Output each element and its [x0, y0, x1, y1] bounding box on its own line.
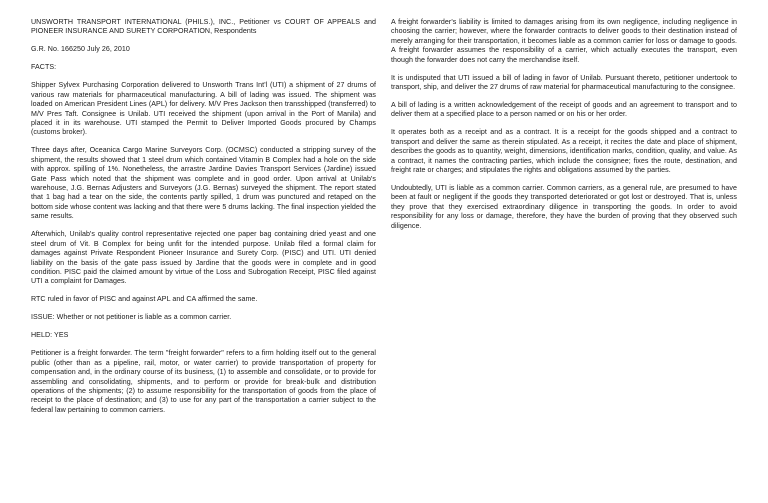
left-column — [31, 18, 376, 424]
gr-number: G.R. No. 166250 July 26, 2010 — [31, 45, 130, 54]
right-column — [391, 18, 737, 240]
issue-text: ISSUE: Whether or not petitioner is liable as a common carrier. — [31, 313, 232, 322]
case-title: UNSWORTH TRANSPORT INTERNATIONAL (PHILS.), INC., Petitioner vs COURT OF APPEALS and PIONEER INSURANCE AND SURETY CORPORATION, Respondents — [31, 18, 376, 36]
held-paragraph-4: A bill of lading is a written acknowledgement of the receipt of goods and an agreement to transport and to deliver them at a specified place to a person named or on his or her order. — [391, 101, 737, 119]
held-paragraph-2: A freight forwarder's liability is limited to damages arising from its own negligence, including negligence in choosing the carrier; however, where the forwarder contracts to deliver goods to their destination instead of merely arranging for their transportation, it becomes liable as a common carrier for loss or damage to goods. A freight forwarder assumes the responsibility of a carrier, which actually executes the transport, even though the forwarder does not carry the merchandise itself. — [391, 18, 737, 64]
facts-paragraph-2: Three days after, Oceanica Cargo Marine Surveyors Corp. (OCMSC) conducted a stripping survey of the shipment, the results showed that 1 steel drum which contained Vitamin B Complex had a hole on the side with approx. spilling of 1%. Nonetheless, the arrastre Jardine Davies Transport Services (Jardine) issued Gate Pass which noted that the shipment was complete and in good order. Upon arrival at Unilab's warehouse, J.G. Bernas Adjusters and Surveyors (J.G. Bernas) surveyed the shipment. The report stated that 1 bag had a tear on the side, the contents partly spilled, 1 drum was punctured and retaped on the bottom side whose content was lacking and that there were 5 drums lacking. The final inspection yielded the same results. — [31, 146, 376, 221]
facts-paragraph-1: Shipper Sylvex Purchasing Corporation delivered to Unsworth Trans Int'l (UTI) a shipment of 27 drums of various raw materials for pharmaceutical manufacturing. A bill of lading was issued. The shipment was loaded on American President Lines (APL) for delivery. M/V Pres Jackson then transshipped (transferred) to M/V Pres Taft. Consignee is Unilab. UTI received the shipment (upon arrival in the Port of Manila) and placed it in its warehouse. UTI stamped the Permit to Deliver Imported Goods procured by Champs (customs broker). — [31, 81, 376, 137]
held-paragraph-5: It operates both as a receipt and as a contract. It is a receipt for the goods shipped and a contract to transport and deliver the same as therein stipulated. As a receipt, it recites the date and place of shipment, describes the goods as to quantity, weight, dimensions, identification marks, condition, quality, and value. As a contract, it names the contracting parties, which include the consignee; fixes the route, destination, and freight rate or charges; and stipulates the rights and obligations assumed by the parties. — [391, 128, 737, 175]
facts-paragraph-3: Afterwhich, Unilab's quality control representative rejected one paper bag containing dried yeast and one steel drum of Vit. B Complex for being unfit for the intended purpose. Unilab filed a formal claim for damages against Private Respondent Pioneer Insurance and Surety Corp. (PISC) and UTI. UTI denied liability on the basis of the gate pass issued by Jardine that the goods were in complete and in good condition. PISC paid the claimed amount by virtue of the Loss and Subrogation Receipt, PISC filed against UTI a complaint for Damages. — [31, 230, 376, 286]
facts-heading: FACTS: — [31, 63, 57, 72]
facts-paragraph-4: RTC ruled in favor of PISC and against APL and CA affirmed the same. — [31, 295, 258, 304]
held-heading: HELD: YES — [31, 331, 69, 340]
held-paragraph-1: Petitioner is a freight forwarder. The term "freight forwarder" refers to a firm holding itself out to the general public (other than as a pipeline, rail, motor, or water carrier) to provide transportation of property for compensation and, in the ordinary course of its business, (1) to assemble and consolidate, or to provide for assembling and consolidating, shipments, and to perform or provide for break-bulk and distribution operations of the shipments; (2) to assume responsibility for the transportation of goods from the place of receipt to the place of destination; and (3) to use for any part of the transportation a carrier subject to the federal law pertaining to common carriers. — [31, 349, 376, 414]
held-paragraph-3: It is undisputed that UTI issued a bill of lading in favor of Unilab. Pursuant thereto, petitioner undertook to transport, ship, and deliver the 27 drums of raw material for pharmaceutical manufacturing to the consignee. — [391, 73, 737, 92]
held-paragraph-6: Undoubtedly, UTI is liable as a common carrier. Common carriers, as a general rule, are presumed to have been at fault or negligent if the goods they transported deteriorated or got lost or destroyed. That is, unless they prove that they exercised extraordinary diligence in transporting the goods. In order to avoid responsibility for any loss or damage, therefore, they have the burden of proving that they observed such diligence. — [391, 184, 737, 230]
